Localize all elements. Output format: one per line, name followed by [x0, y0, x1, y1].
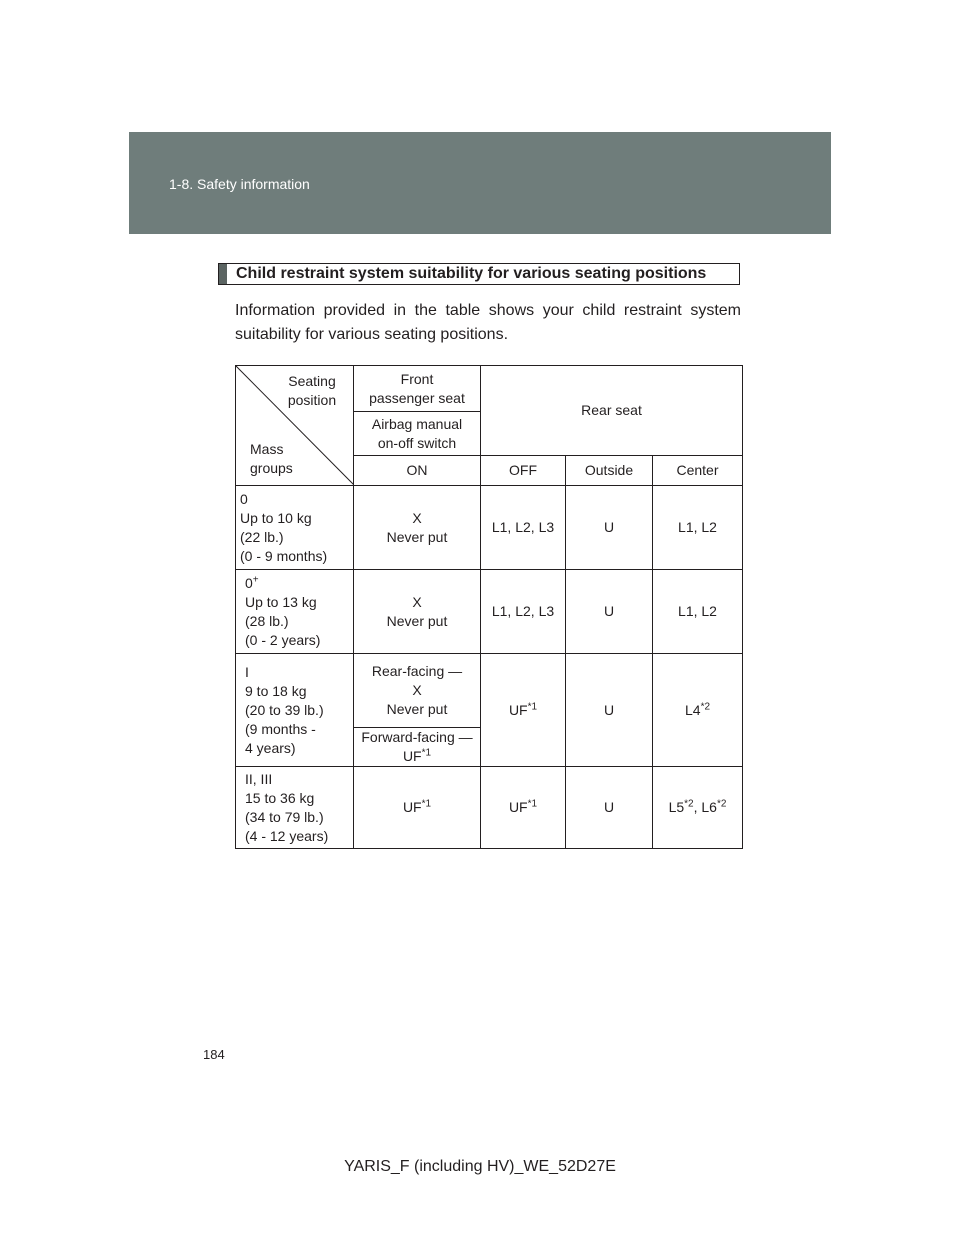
airbag-switch-header: Airbag manual on-off switch — [354, 412, 481, 456]
mass-group-cell: II, III 15 to 36 kg (34 to 79 lb.) (4 - 12 years) — [236, 767, 354, 849]
center-cell: L1, L2 — [653, 486, 743, 570]
off-cell: L1, L2, L3 — [481, 486, 566, 570]
mass-group-cell: I 9 to 18 kg (20 to 39 lb.) (9 months - 4 years) — [236, 654, 354, 767]
subheader-center: Center — [653, 456, 743, 486]
document-footer: YARIS_F (including HV)_WE_52D27E — [344, 1158, 616, 1175]
center-cell: L5$^{*2}$, L6$^{*2}$ — [653, 767, 743, 849]
on-cell: X Never put — [354, 486, 481, 570]
heading-marker — [219, 264, 227, 284]
corner-header-cell — [236, 366, 354, 486]
outside-cell: U — [566, 767, 653, 849]
on-rear-facing-cell: Rear-facing — X Never put — [354, 654, 481, 728]
on-cell: UF$^{*1}$ — [354, 767, 481, 849]
table-row — [236, 654, 743, 728]
header-band — [129, 132, 831, 234]
mass-group-cell: 0+ Up to 13 kg (28 lb.) (0 - 2 years) — [236, 570, 354, 654]
suitability-table — [235, 365, 743, 849]
off-cell: UF$^{*1}$ — [481, 654, 566, 767]
table-row — [236, 767, 743, 849]
off-cell: L1, L2, L3 — [481, 570, 566, 654]
table-row — [236, 570, 743, 654]
outside-cell: U — [566, 486, 653, 570]
center-cell: L1, L2 — [653, 570, 743, 654]
seating-position-label: Seating position — [287, 373, 337, 408]
center-cell: L4$^{*2}$ — [653, 654, 743, 767]
on-forward-facing-cell: Forward-facing — UF$^{*1}$ — [354, 728, 481, 767]
subheader-on: ON — [354, 456, 481, 486]
subheader-off: OFF — [481, 456, 566, 486]
page-number: 184 — [203, 1047, 225, 1062]
intro-paragraph: Information provided in the table shows your child restraint system suitability for various seating positions. — [235, 302, 741, 343]
section-title: Child restraint system suitability for various seating positions — [236, 265, 707, 282]
on-cell: X Never put — [354, 570, 481, 654]
rear-seat-header: Rear seat — [481, 366, 743, 456]
off-cell: UF$^{*1}$ — [481, 767, 566, 849]
front-seat-header: Front passenger seat — [354, 366, 481, 412]
mass-group-cell: 0 Up to 10 kg (22 lb.) (0 - 9 months) — [236, 486, 354, 570]
outside-cell: U — [566, 654, 653, 767]
section-breadcrumb: 1-8. Safety information — [169, 176, 310, 192]
section-heading — [218, 263, 740, 285]
table-row — [236, 486, 743, 570]
subheader-outside: Outside — [566, 456, 653, 486]
outside-cell: U — [566, 570, 653, 654]
mass-groups-label: Mass groups — [250, 441, 293, 476]
